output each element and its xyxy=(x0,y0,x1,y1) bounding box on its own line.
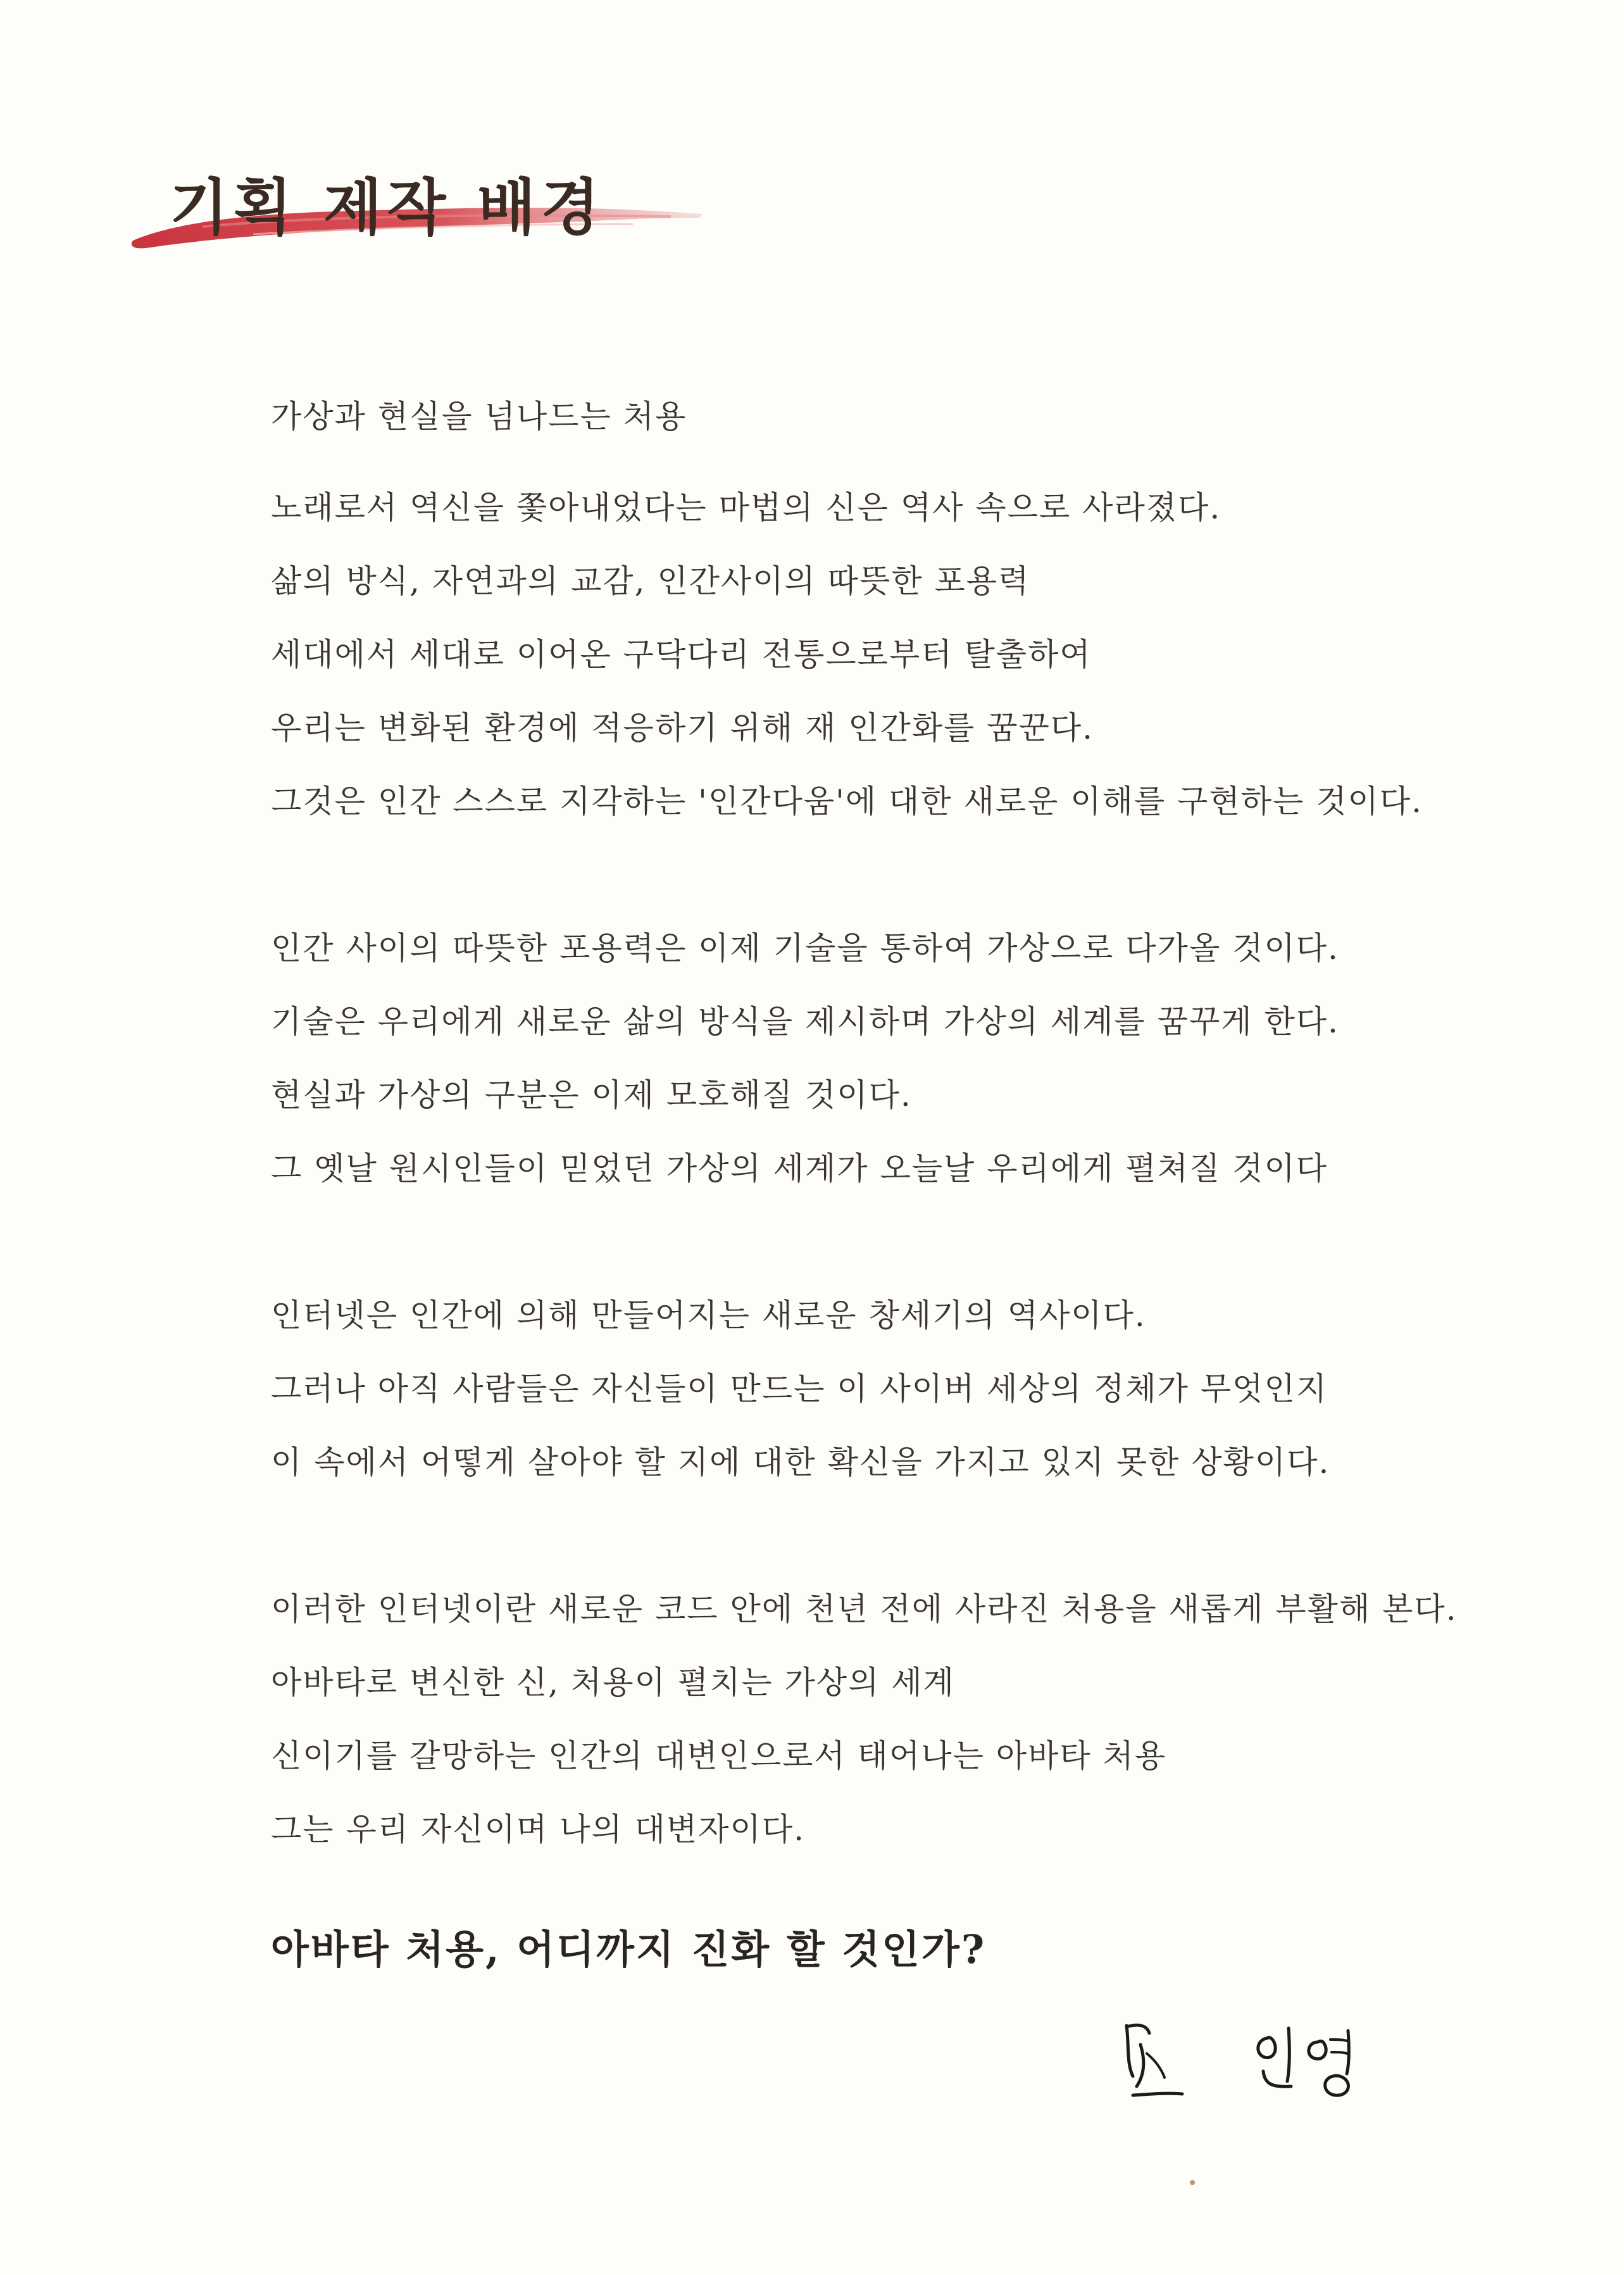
paragraph-line: 기술은 우리에게 새로운 삶의 방식을 제시하며 가상의 세계를 꿈꾸게 한다. xyxy=(271,1003,1339,1040)
handwritten-signature xyxy=(1108,2000,1386,2114)
paragraph-line: 아바타로 변신한 신, 처용이 펼치는 가상의 세계 xyxy=(271,1664,955,1701)
paragraph-line: 그 옛날 원시인들이 믿었던 가상의 세계가 오늘날 우리에게 펼쳐질 것이다 xyxy=(271,1150,1328,1187)
paragraph-line: 우리는 변화된 환경에 적응하기 위해 재 인간화를 꿈꾼다. xyxy=(271,710,1094,746)
ink-speck xyxy=(1190,2180,1195,2185)
paragraph-line: 현실과 가상의 구분은 이제 모호해질 것이다. xyxy=(271,1077,912,1113)
paragraph-4 xyxy=(271,1572,1473,1866)
paragraph-line: 그러나 아직 사람들은 자신들이 만드는 이 사이버 세상의 정체가 무엇인지 xyxy=(271,1370,1328,1407)
heading-block xyxy=(127,146,709,260)
paragraph-line: 그는 우리 자신이며 나의 대변자이다. xyxy=(271,1811,805,1848)
paragraph-line: 인터넷은 인간에 의해 만들어지는 새로운 창세기의 역사이다. xyxy=(271,1297,1146,1334)
paragraph-line: 세대에서 세대로 이어온 구닥다리 전통으로부터 탈출하여 xyxy=(271,636,1092,673)
paragraph-line: 이 속에서 어떻게 살아야 할 지에 대한 확신을 가지고 있지 못한 상황이다. xyxy=(271,1444,1330,1481)
paragraph-line: 노래로서 역신을 쫓아내었다는 마법의 신은 역사 속으로 사라졌다. xyxy=(271,489,1221,526)
paragraph-line: 인간 사이의 따뜻한 포용력은 이제 기술을 통하여 가상으로 다가올 것이다. xyxy=(271,930,1339,967)
paragraph-line: 그것은 인간 스스로 지각하는 '인간다움'에 대한 새로운 이해를 구현하는 것이다. xyxy=(271,783,1423,820)
body-text xyxy=(271,380,1473,1866)
subtitle: 가상과 현실을 넘나드는 처용 xyxy=(271,398,687,435)
paragraph-2 xyxy=(271,912,1473,1205)
paragraph-line: 이러한 인터넷이란 새로운 코드 안에 천년 전에 사라진 처용을 새롭게 부활해 본다. xyxy=(271,1591,1458,1627)
paragraph-line: 삶의 방식, 자연과의 교감, 인간사이의 따뜻한 포용력 xyxy=(271,563,1030,599)
page-title: 기획 제작 배경 xyxy=(170,172,605,243)
closing-question: 아바타 처용, 어디까지 진화 할 것인가? xyxy=(271,1926,987,1972)
paragraph-line: 신이기를 갈망하는 인간의 대변인으로서 태어나는 아바타 처용 xyxy=(271,1738,1167,1774)
paragraph-1 xyxy=(271,471,1473,838)
paragraph-3 xyxy=(271,1279,1473,1499)
